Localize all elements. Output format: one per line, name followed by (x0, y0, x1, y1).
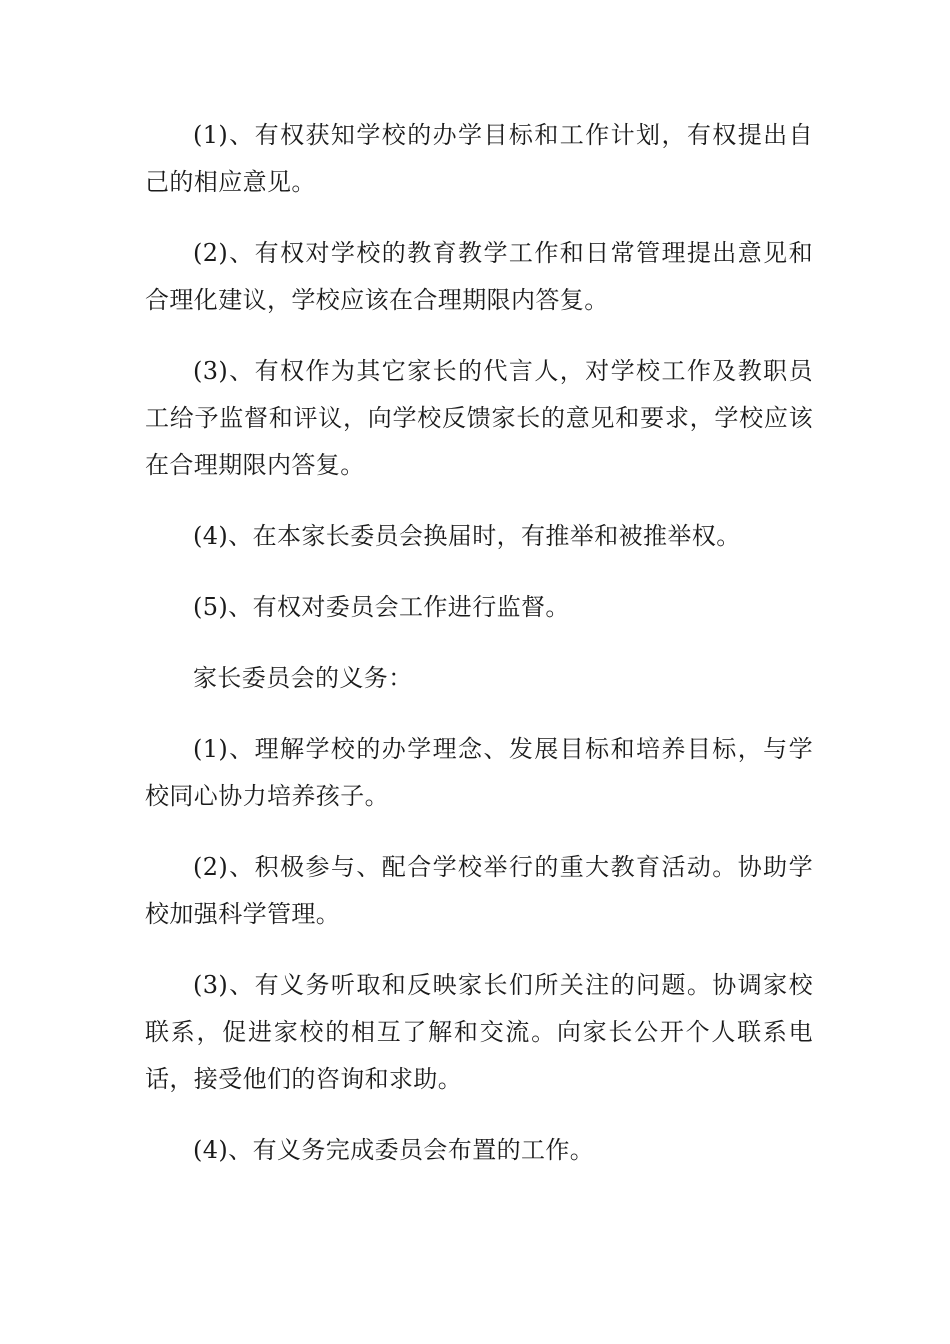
paragraph-right-3: (3)、有权作为其它家长的代言人，对学校工作及教职员工给予监督和评议，向学校反馈家长的意见和要求，学校应该在合理期限内答复。 (145, 357, 813, 479)
paragraph-right-2: (2)、有权对学校的教育教学工作和日常管理提出意见和合理化建议，学校应该在合理期限内答复。 (145, 239, 813, 314)
paragraph-duty-1: (1)、理解学校的办学理念、发展目标和培养目标，与学校同心协力培养孩子。 (145, 735, 813, 810)
paragraph-duty-3: (3)、有义务听取和反映家长们所关注的问题。协调家校联系，促进家校的相互了解和交流。向家长公开个人联系电话，接受他们的咨询和求助。 (145, 971, 813, 1093)
paragraph-duty-4: (4)、有义务完成委员会布置的工作。 (193, 1136, 595, 1164)
paragraph-duty-2: (2)、积极参与、配合学校举行的重大教育活动。协助学校加强科学管理。 (145, 853, 813, 928)
document-body (145, 112, 813, 1198)
section-heading-duties: 家长委员会的义务： (193, 664, 413, 692)
paragraph-right-5: (5)、有权对委员会工作进行监督。 (193, 593, 570, 621)
paragraph-right-4: (4)、在本家长委员会换届时，有推举和被推举权。 (193, 522, 741, 550)
paragraph-right-1: (1)、有权获知学校的办学目标和工作计划，有权提出自己的相应意见。 (145, 121, 813, 196)
